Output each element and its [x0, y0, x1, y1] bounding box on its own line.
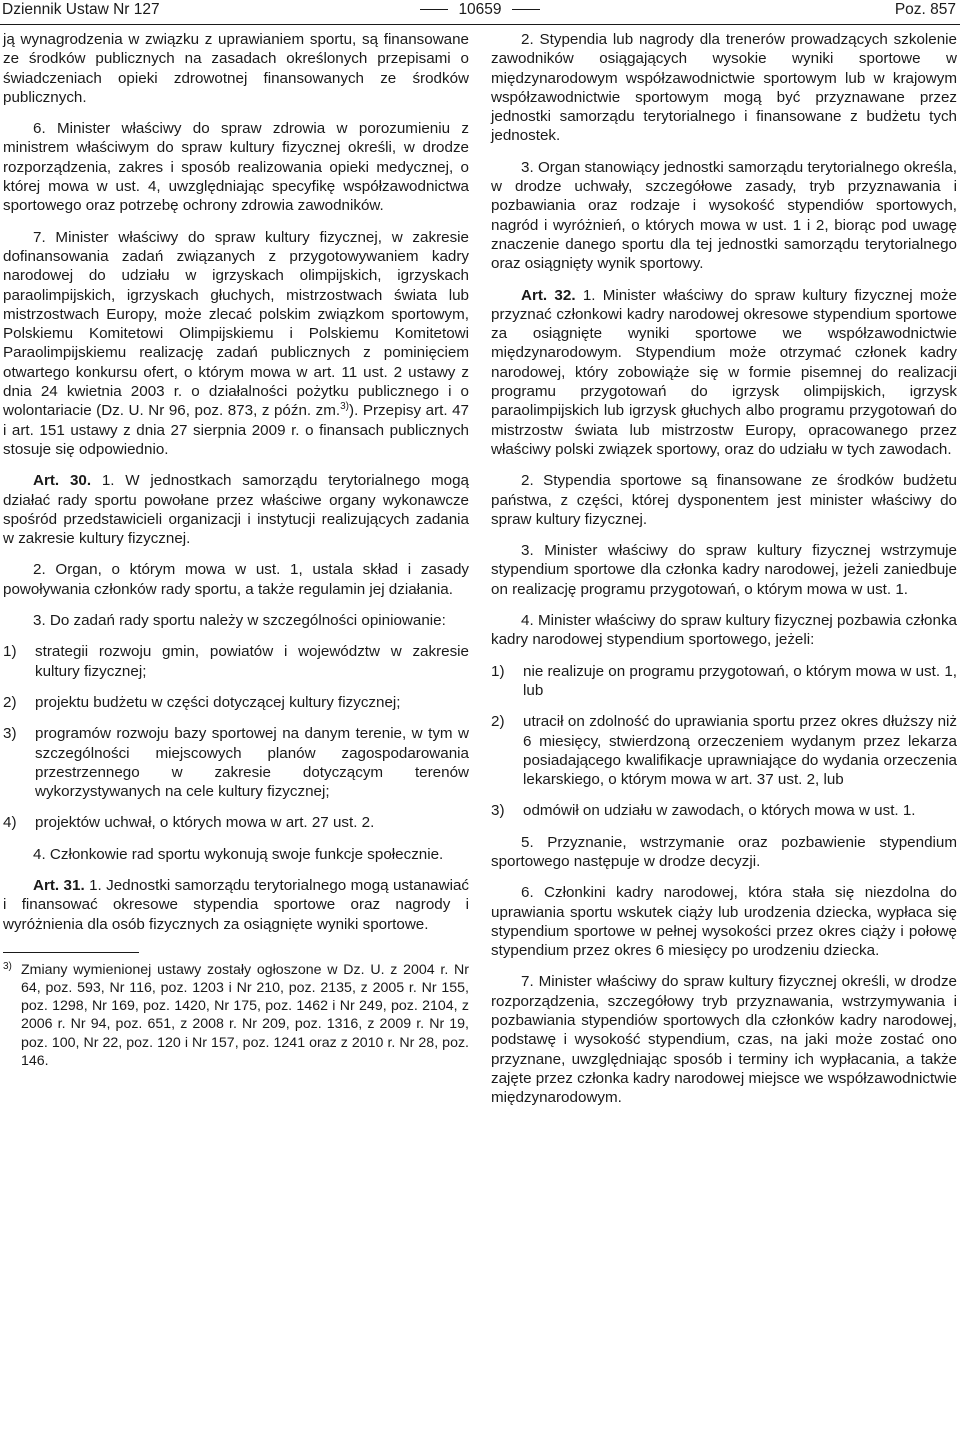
page-number-text: 10659: [458, 1, 502, 18]
footnote-text: Zmiany wymienionej ustawy zostały ogłoszone w Dz. U. z 2004 r. Nr 64, poz. 593, Nr 116, poz. 1203 i Nr 210, poz. 2135, z 2005 r. Nr 155, poz. 1298, Nr 169, poz. 1420, Nr 175, poz. 1462 i Nr 249, poz. 2104, z 2006 r. Nr 94, poz. 651, z 2008 r. Nr 209, poz. 1316, z 2009 r. Nr 19, poz. 100, Nr 22, poz. 120 i Nr 157, poz. 1241 oraz z 2010 r. Nr 28, poz. 146.: [21, 961, 469, 1069]
footnote-rule: [3, 952, 139, 953]
list-item: [3, 724, 469, 801]
dash-left: [420, 9, 448, 10]
list-item-number: 1): [3, 643, 17, 661]
list-item-text: programów rozwoju bazy sportowej na danym terenie, w tym w szczególności miejscowych planów zagospodarowania przestrzennego w zakresie dotyczącym terenów wykorzystywanych na cele kultury fizycznej;: [35, 725, 469, 801]
article-32-section-5: 5. Przyznanie, wstrzymanie oraz pozbawienie stypendium sportowego następuje w drodze decyzji.: [491, 833, 957, 870]
article-32-section-6: 6. Członkini kadry narodowej, która stała się niezdolna do uprawiania sportu wskutek ciąży lub urodzenia dziecka, wypłaca się stypendium sportowe w pełnej wysokości przez okres ciąży i połowę stypendium przez okres 6 miesięcy po urodzeniu dziecka.: [491, 884, 957, 960]
list-item-text: projektu budżetu w części dotyczącej kultury fizycznej;: [35, 693, 401, 711]
left-column: [3, 30, 469, 1070]
list-item: [3, 813, 469, 832]
list-item-number: 3): [491, 802, 505, 820]
article-32-text: 1. Minister właściwy do spraw kultury fizycznej może przyznać członkowi kadry narodowej okresowe stypendium sportowe za osiągnięte wyniki sportowe we współzawodnictwie międzynarodowym. Stypendium może otrzymać członek kadry narodowej, który zobowiąże się w formie pisemnej do realizacji programu przygotowań do igrzysk olimpijskich, igrzysk paraolimpijskich lub igrzysk głuchych albo programu przygotowań do mistrzostw świata lub mistrzostw Europy, opracowanego przez właściwy polski związek sportowy, oraz do udziału w tych zawodach.: [491, 286, 957, 458]
list-item-text: nie realizuje on programu przygotowań, o którym mowa w ust. 1, lub: [523, 662, 957, 699]
journal-title: Dziennik Ustaw Nr 127: [2, 1, 160, 18]
article-30-section-4: 4. Członkowie rad sportu wykonują swoje funkcje społecznie.: [33, 845, 444, 863]
article-31-section-2: 2. Stypendia lub nagrody dla trenerów prowadzących szkolenie zawodników osiągających wysokie wyniki sportowe w międzynarodowym współzawodnictwie sportowym lub w krajowym współzawodnictwie sportowym mogą być przyznawane przez jednostki samorządu terytorialnego i finansowane z budżetu tych jednostek.: [491, 31, 957, 145]
article-30-section-3: 3. Do zadań rady sportu należy w szczególności opiniowanie:: [33, 612, 446, 630]
paragraph-continuation: ją wynagrodzenia w związku z uprawianiem sportu, są finansowane ze środków publicznych na zasadach określonych przepisami o świadczeniach opieki zdrowotnej finansowanych ze środków publicznych.: [3, 31, 469, 106]
list-item: [3, 693, 469, 712]
list-item-number: 2): [3, 693, 17, 711]
list-item-number: 1): [491, 662, 505, 680]
list-item-number: 3): [3, 725, 17, 743]
article-32-section-7: 7. Minister właściwy do spraw kultury fizycznej określi, w drodze rozporządzenia, szczegółowy tryb przyznawania, wstrzymywania i pozbawiania stypendiów sportowych dla członków kadry narodowej, podstawę i wysokość stypendium, czas, na jaki może zostać ono przyznane, uwzględniając sposób i terminy ich wypłacania, a także zajęte przez członka kadry narodowej miejsce we współzawodnictwie międzynarodowym.: [491, 973, 957, 1107]
article-32-label: Art. 32.: [521, 286, 576, 304]
list-item-number: 4): [3, 814, 17, 832]
article-31: [3, 876, 469, 934]
article-31-label: Art. 31.: [33, 876, 85, 894]
header-rule: [0, 24, 960, 25]
article-30-label: Art. 30.: [33, 472, 92, 490]
paragraph-7-text-a: 7. Minister właściwy do spraw kultury fizycznej, w zakresie dofinansowania zadań związanych z przygotowywaniem kadry narodowej do udziału w igrzyskach olimpijskich, igrzyskach paraolimpijskich, igrzyskach głuchych, mistrzostwach świata lub mistrzostwach Europy, może zlecać polskim związkom sportowym, Polskiemu Komitetowi Olimpijskiemu i Polskiemu Komitetowi Paraolimpijskiemu realizację zadań publicznych z pominięciem otwartego konkursu ofert, o którym mowa w art. 11 ust. 2 ustawy z dnia 24 kwietnia 2003 r. o działalności pożytku publicznego i o wolontariacie (Dz. U. Nr 96, poz. 873, z późn. zm.: [3, 228, 469, 420]
list-item: [3, 642, 469, 681]
article-32-section-4: 4. Minister właściwy do spraw kultury fizycznej pozbawia członka kadry narodowej stypendium sportowego, jeżeli:: [491, 612, 957, 649]
footnote-mark: 3): [3, 960, 12, 972]
article-32: [491, 286, 957, 460]
list-item-text: utracił on zdolność do uprawiania sportu przez okres dłuższy niż 6 miesięcy, stwierdzoną orzeczeniem wydanym przez lekarza posiadającego kwalifikacje uprawniające do wydania orzeczenia lekarskiego, o którym mowa w art. 37 ust. 2, lub: [523, 713, 957, 789]
article-31-text: 1. Jednostki samorządu terytorialnego mogą ustanawiać i finansować okresowe stypendia sportowe oraz nagrody i wyróżnienia dla osób fizycznych za osiągnięte wyniki sportowe.: [3, 876, 469, 933]
list-item-text: odmówił on udziału w zawodach, o których mowa w ust. 1.: [523, 802, 916, 820]
list-item-text: projektów uchwał, o których mowa w art. 27 ust. 2.: [35, 814, 375, 832]
list-item-text: strategii rozwoju gmin, powiatów i województw w zakresie kultury fizycznej;: [35, 643, 469, 680]
article-31-section-3: 3. Organ stanowiący jednostki samorządu terytorialnego określa, w drodze uchwały, szczegółowe zasady, tryb przyznawania i pozbawiania oraz rodzaje i wysokość stypendiów sportowych, nagród i wyróżnień, o których mowa w ust. 1 i 2, biorąc pod uwagę znaczenie danego sportu dla tej jednostki samorządu terytorialnego oraz osiągnięty wynik sportowy.: [491, 158, 957, 273]
right-column: [491, 30, 957, 1120]
paragraph-7: [3, 228, 469, 460]
footnote: [3, 961, 469, 1070]
paragraph-7-text-b: ). Przepisy art. 47 i art. 151 ustawy z dnia 27 sierpnia 2009 r. o finansach publicznych stosuje się odpowiednio.: [3, 402, 469, 458]
position-number: Poz. 857: [894, 1, 956, 18]
list-item-number: 2): [491, 713, 505, 731]
article-32-section-2: 2. Stypendia sportowe są finansowane ze środków budżetu państwa, z części, której dysponentem jest minister właściwy do spraw kultury fizycznej.: [491, 472, 957, 528]
article-30-text: 1. W jednostkach samorządu terytorialnego mogą działać rady sportu powołane przez właściwe organy wykonawcze spośród przedstawicieli organizacji i instytucji realizujących zadania w zakresie kultury fizycznej.: [3, 472, 469, 548]
article-30: [3, 471, 469, 548]
list-item: [491, 662, 957, 701]
article-32-section-3: 3. Minister właściwy do spraw kultury fizycznej wstrzymuje stypendium sportowe dla członka kadry narodowej, jeżeli zaniedbuje on realizację programu przygotowań, o którym mowa w ust. 1.: [491, 542, 957, 598]
page-number: [0, 0, 960, 20]
list-item: [491, 712, 957, 789]
dash-right: [512, 9, 540, 10]
article-30-section-2: 2. Organ, o którym mowa w ust. 1, ustala skład i zasady powoływania członków rady sportu, a także regulamin jej działania.: [3, 561, 469, 598]
footnote-ref: 3): [340, 401, 350, 413]
page-header: [0, 0, 960, 24]
list-item: [491, 801, 957, 820]
paragraph-6: 6. Minister właściwy do spraw zdrowia w porozumieniu z ministrem właściwym do spraw kultury fizycznej określi, w drodze rozporządzenia, zakres i sposób realizowania opieki medycznej, o której mowa w ust. 4, uwzględniając specyfikę współzawodnictwa sportowego oraz potrzebę ochrony zdrowia zawodników.: [3, 120, 469, 215]
